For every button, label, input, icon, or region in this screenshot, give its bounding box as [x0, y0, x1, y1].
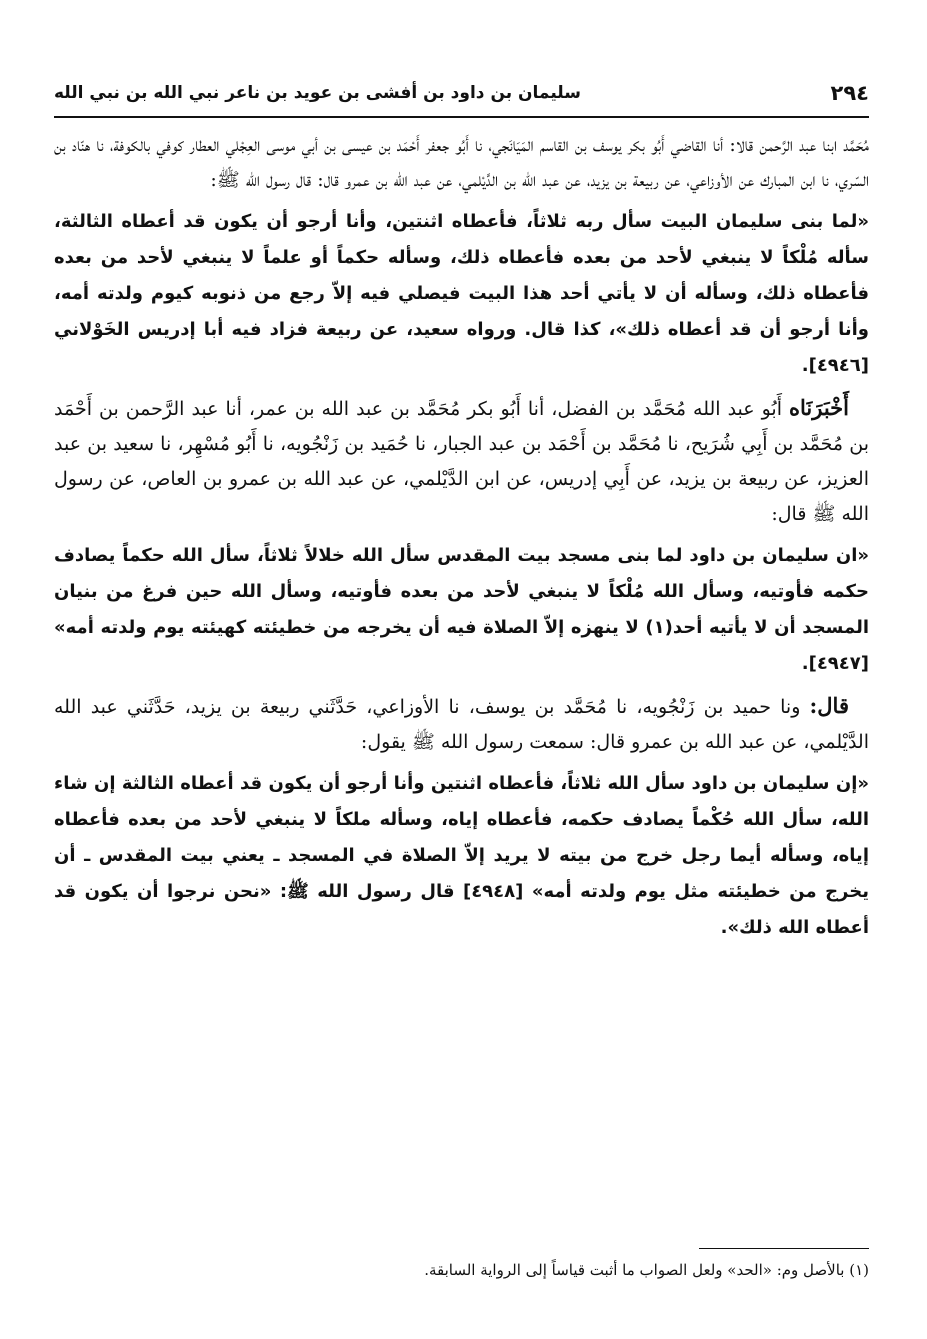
- lead-word: أَخْبَرَنَاه: [789, 395, 849, 420]
- running-title: سليمان بن داود بن أفشى بن عويد بن ناعر نبي الله بن نبي الله: [54, 83, 581, 103]
- isnad-paragraph-1: مُحَمَّد ابنا عبد الرَّحمن قالا: أنا القاضي أَبُو بكر يوسف بن القاسم المَيَانَجي، نا أَبُو جعفر أَحْمَد بن عيسى بن أبي موسى العِجْلي العطار كوفي بالكوفة، نا هنّاد بن السّري، نا ابن المبارك عن الأوزاعي، عن ربيعة بن يزيد، عن عبد الله بن الدَّيْلمي، عن عبد الله بن عمرو قال: قال رسول الله ﷺ:: [54, 134, 869, 191]
- page-header: [54, 76, 869, 110]
- hadith-text-3: «إن سليمان بن داود سأل الله ثلاثاً، فأعطاه اثنتين وأنا أرجو أن يكون قد أعطاه الثالثة إن شاء الله، سأل الله حُكْماً يصادف حكمه، فأعطاه إياه، وسأله ملكاً لا ينبغي لأحد من بعده فأعطاه إياه، وسأله أيما رجل خرج من بيته لا يريد إلاّ الصلاة في المسجد ـ يعني بيت المقدس ـ أن يخرج من خطيئته مثل يوم ولدته أمه» [٤٩٤٨] قال رسول الله ﷺ: «نحن نرجوا أن يكون قد أعطاه الله ذلك».: [54, 773, 869, 938]
- footnote: (١) بالأصل وم: «الحد» ولعل الصواب ما أثبت قياساً إلى الرواية السابقة.: [424, 1261, 869, 1279]
- hadith-text-2: «ان سليمان بن داود لما بنى مسجد بيت المقدس سأل الله خلالاً ثلاثاً، سأل الله حكماً يصادف حكمه فأوتيه، وسأل الله مُلْكاً لا ينبغي لأحد من بعده فأوتيه، وسأل الله حين فرغ من بنيان المسجد أن لا يأتيه أحد(١) لا ينهزه إلاّ الصلاة فيه أن يخرجه من خطيئته كهيئته يوم ولدته أمه» [٤٩٤٧].: [54, 545, 869, 674]
- hadith-text-1: «لما بنى سليمان البيت سأل ربه ثلاثاً، فأعطاه اثنتين، وأنا أرجو أن يكون قد أعطاه الثالثة، سأله مُلْكاً لا ينبغي لأحد من بعده فأعطاه ذلك، وسأله حكماً أو علماً لا ينبغي لأحد من بعده فأعطاه ذلك، وسأله أن لا يأتي أحد هذا البيت فيصلي فيه إلاّ رجع من ذنوبه كيوم ولدته أمه، وأنا أرجو أن قد أعطاه ذلك»، كذا قال. ورواه سعيد، عن ربيعة فزاد فيه أبا إدريس الخَوْلاني [٤٩٤٦].: [54, 211, 869, 376]
- footnote-rule: [699, 1248, 869, 1249]
- isnad-paragraph-2: أَخْبَرَنَاه أَبُو عبد الله مُحَمَّد بن الفضل، أنا أَبُو بكر مُحَمَّد بن عبد الله بن عمر، أنا عبد الرَّحمن بن أَحْمَد بن مُحَمَّد بن أَبِي شُرَيح، نا مُحَمَّد بن أَحْمَد بن عبد الجبار، نا حُمَيد بن زَنْجُويه، نا أَبُو مُسْهِر، نا سعيد بن عبد العزيز، عن ربيعة بن يزيد، عن أَبِي إدريس، عن ابن الدَّيْلمي، عن عبد الله بن عمرو بن العاص، عن رسول الله ﷺ قال:: [54, 395, 869, 525]
- page-number: ٢٩٤: [830, 81, 869, 105]
- isnad-paragraph-3: قال: ونا حميد بن زَنْجُويه، نا مُحَمَّد بن يوسف، نا الأوزاعي، حَدَّثَني ربيعة بن يزيد، حَدَّثَني عبد الله الدَّيْلمي، عن عبد الله بن عمرو قال: سمعت رسول الله ﷺ يقول:: [54, 693, 869, 753]
- main-text: [54, 128, 869, 952]
- header-rule: [54, 116, 869, 118]
- lead-word: قال:: [809, 693, 849, 718]
